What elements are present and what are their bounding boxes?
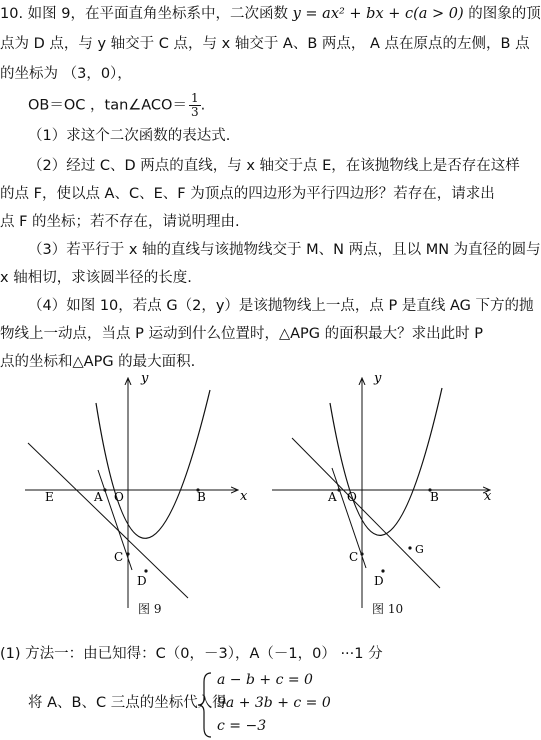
question-1: （1）求这个二次函数的表达式. (28, 128, 231, 144)
point-a (337, 488, 340, 491)
function-formula: y = ax² + bx + c(a > 0) (292, 6, 464, 22)
point-g (408, 546, 411, 549)
label-g: G (415, 543, 424, 556)
figure-9-graph (0, 370, 250, 620)
equation-1: a − b + c = 0 (217, 672, 313, 688)
label-b: B (197, 490, 206, 504)
point-d (144, 569, 147, 572)
label-o: O (347, 490, 357, 504)
figure-9-caption: 图 9 (138, 602, 162, 616)
figure-10-caption: 图 10 (372, 602, 404, 616)
label-c: C (349, 550, 359, 564)
figure-10-graph (250, 370, 500, 620)
point-d (381, 569, 384, 572)
equation-system (195, 670, 355, 740)
label-y: y (141, 371, 149, 386)
point-a (103, 488, 106, 491)
problem-line-2: 点为 D 点，与 y 轴交于 C 点，与 x 轴交于 A、B 两点， A 点在原点的左侧，B 点 (0, 36, 530, 52)
condition-text: OB＝OC ，tan∠ACO＝ (28, 97, 187, 114)
label-a: A (94, 490, 103, 504)
left-brace-icon (195, 670, 215, 740)
label-e: E (45, 490, 54, 504)
label-a: A (328, 490, 337, 504)
parabola (96, 390, 210, 538)
problem-intro: 10. 如图 9，在平面直角坐标系中，二次函数 (0, 6, 289, 22)
label-o: O (114, 490, 124, 504)
label-x: x (484, 489, 492, 504)
equation-3: c = −3 (217, 718, 267, 734)
line-ag (292, 438, 440, 588)
question-3-line-2: x 轴相切，求该圆半径的长度. (0, 270, 192, 286)
problem-line-3: 的坐标为 （3，0）， (0, 66, 132, 82)
solution-line-1: (1) 方法一：由已知得：C（0，－3），A（－1，0） ···1 分 (0, 646, 383, 662)
figure-10 (250, 370, 500, 620)
problem-line-1 (0, 4, 541, 24)
equation-2: 9a + 3b + c = 0 (217, 695, 331, 711)
point-c (126, 552, 129, 555)
question-3-line-1: （3）若平行于 x 轴的直线与该抛物线交于 M、N 两点，且以 MN 为直径的圆与 (28, 242, 541, 258)
question-2-line-3: 点 F 的坐标；若不存在，请说明理由. (0, 214, 240, 230)
solution-line-2: 将 A、B、C 三点的坐标代入得 (28, 695, 227, 711)
label-d: D (137, 574, 147, 588)
label-b: B (430, 490, 439, 504)
point-c (360, 552, 363, 555)
label-x: x (240, 489, 248, 504)
parabola (330, 388, 442, 535)
problem-line-4: OB＝OC ，tan∠ACO＝ $\frac{1}{3}$ . (28, 91, 206, 119)
problem-intro-suffix: 的图象的顶 (468, 6, 541, 22)
label-y: y (374, 371, 382, 386)
question-2-line-2: 的点 F，使以点 A、C、E、F 为顶点的四边形为平行四边形？若存在，请求出 (0, 186, 495, 202)
question-4-line-2: 物线上一动点，当点 P 运动到什么位置时，△APG 的面积最大？求出此时 P (0, 326, 483, 342)
question-2-line-1: （2）经过 C、D 两点的直线，与 x 轴交于点 E，在该抛物线上是否存在这样 (28, 158, 520, 174)
question-4-line-1: （4）如图 10，若点 G（2，y）是该抛物线上一点，点 P 是直线 AG 下方的抛 (28, 298, 534, 314)
label-c: C (114, 550, 124, 564)
fraction-one-third: $\frac{1}{3}$ (190, 91, 199, 119)
figure-9 (0, 370, 250, 620)
label-d: D (374, 574, 384, 588)
question-4-line-3: 点的坐标和△APG 的最大面积. (0, 354, 196, 370)
